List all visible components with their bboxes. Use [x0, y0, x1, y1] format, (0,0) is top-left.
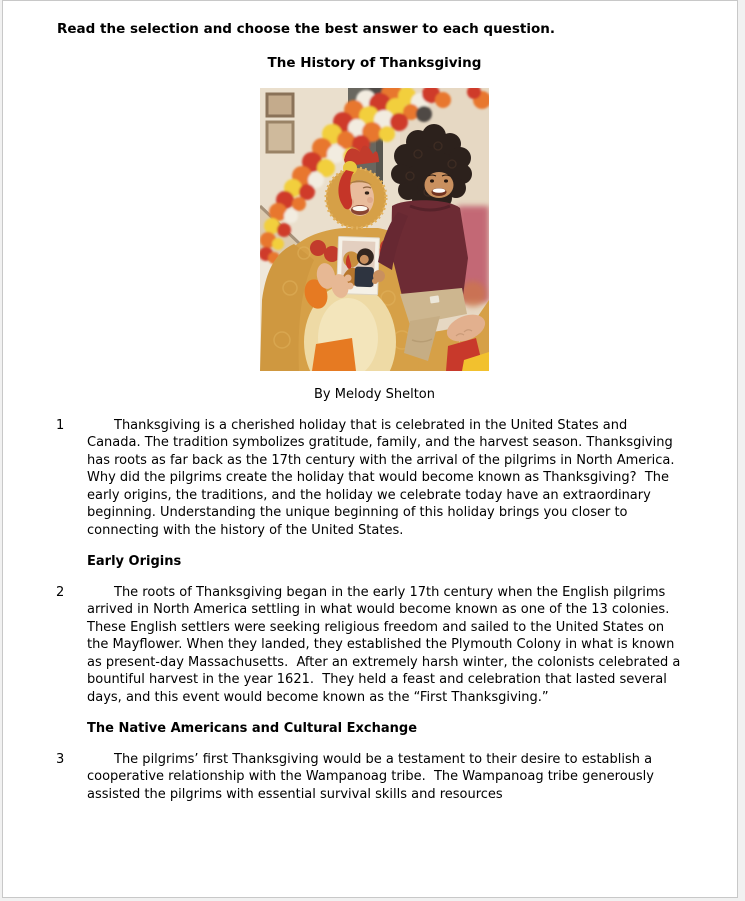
paragraph-1-number: 1: [56, 417, 65, 433]
byline: By Melody Shelton: [314, 387, 435, 402]
section-heading-early-origins: Early Origins: [87, 554, 182, 569]
wall-frames: [267, 94, 293, 152]
article-title: The History of Thanksgiving: [267, 54, 482, 71]
article-photo: [56, 88, 693, 371]
paragraph-3-text: The pilgrims’ first Thanksgiving would be a testament to their desire to establish a cooperative relationship with the Wampanoag tribe. The Wampanoag tribe generously assisted the pilgrims with essential survival skills and resources: [87, 751, 659, 802]
paragraph-2-number: 2: [56, 584, 65, 600]
document-page: [2, 0, 738, 898]
article-content: [3, 1, 737, 803]
paragraph-2: [56, 584, 693, 707]
paragraph-3: [56, 751, 693, 804]
paragraph-1-text: Thanksgiving is a cherished holiday that is celebrated in the United States and Canada. The tradition symbolizes gratitude, family, and the harvest season. Thanksgiving has roots as far back as the 17th century with the arrival of the pilgrims in North America. Why did the pilgrims create the holiday that would become known as Thanksgiving? The early origins, the traditions, and the holiday we celebrate today have an extraordinary beginning. Understanding the unique beginning of this holiday brings you closer to connecting with the history of the United States.: [87, 417, 683, 538]
instruction-text: Read the selection and choose the best answer to each question.: [57, 21, 555, 37]
turkey-costume-photo-illustration: [260, 88, 489, 371]
paragraph-2-text: The roots of Thanksgiving began in the early 17th century when the English pilgrims arrived in North America settling in what would become known as one of the 13 colonies. These English settlers were seeking religious freedom and sailed to the United States on the Mayflower. When they landed, they established the Plymouth Colony in what is known as present-day Massachusetts. After an extremely harsh winter, the colonists celebrated a bountiful harvest in the year 1621. They held a feast and celebration that lasted several days, and this event would become known as the “First Thanksgiving.”: [87, 584, 685, 705]
section-heading-native-americans: The Native Americans and Cultural Exchange: [87, 721, 418, 736]
paragraph-1: [56, 417, 693, 540]
paragraph-3-number: 3: [56, 751, 65, 767]
